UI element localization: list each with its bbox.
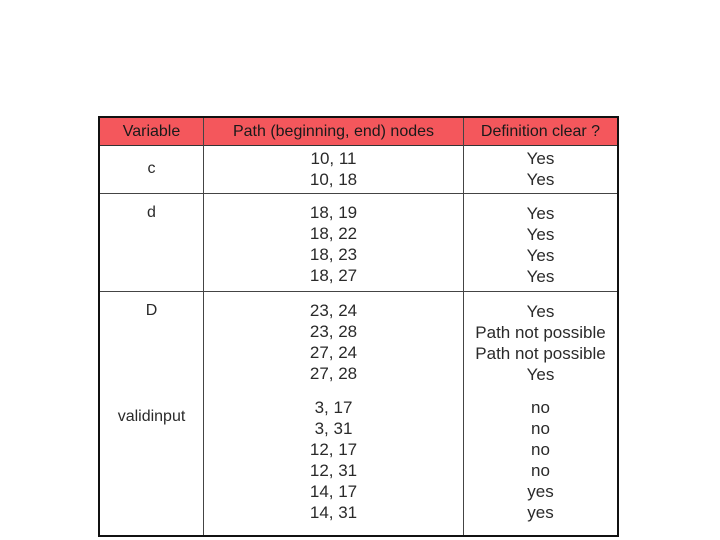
variable-cell: D (145, 302, 158, 319)
path-value: 27, 24 (309, 343, 358, 362)
clear-cell (464, 148, 617, 190)
clear-value: no (531, 440, 550, 459)
clear-cell (464, 203, 617, 287)
clear-value: Yes (526, 170, 555, 189)
variable-cell: validinput (117, 408, 186, 425)
path-value: 10, 18 (309, 170, 358, 189)
path-value: 14, 31 (309, 503, 358, 522)
variable-cell: c (147, 160, 156, 177)
clear-value: yes (527, 482, 554, 501)
path-value: 3, 31 (314, 419, 353, 438)
path-value: 10, 11 (310, 149, 357, 168)
paths-cell (204, 202, 463, 286)
def-use-table (98, 116, 619, 537)
clear-value: yes (527, 503, 554, 522)
clear-cell (464, 397, 617, 523)
paths-cell (204, 148, 463, 190)
paths-cell (204, 300, 463, 384)
clear-value: Yes (526, 225, 555, 244)
table-header (100, 118, 617, 146)
clear-value: Yes (526, 246, 555, 265)
path-value: 18, 19 (309, 203, 358, 222)
header-variable: Variable (122, 123, 181, 140)
clear-value: no (531, 419, 550, 438)
path-value: 14, 17 (309, 482, 358, 501)
clear-value: Yes (526, 149, 555, 168)
path-value: 18, 22 (309, 224, 358, 243)
path-value: 27, 28 (309, 364, 358, 383)
clear-value: Yes (526, 204, 555, 223)
clear-value: Path not possible (475, 323, 606, 342)
path-value: 23, 28 (309, 322, 358, 341)
clear-value: Path not possible (475, 344, 606, 363)
header-path: Path (beginning, end) nodes (232, 123, 435, 140)
clear-value: Yes (526, 267, 555, 286)
clear-value: no (531, 398, 550, 417)
clear-value: Yes (526, 365, 555, 384)
header-definition-clear: Definition clear ? (480, 123, 601, 140)
path-value: 18, 27 (309, 266, 358, 285)
path-value: 3, 17 (314, 398, 353, 417)
path-value: 18, 23 (309, 245, 358, 264)
clear-cell (464, 301, 617, 385)
path-value: 12, 31 (309, 461, 358, 480)
paths-cell (204, 397, 463, 523)
clear-value: Yes (526, 302, 555, 321)
variable-cell: d (147, 204, 156, 221)
row-divider (100, 291, 617, 292)
path-value: 23, 24 (309, 301, 358, 320)
clear-value: no (531, 461, 550, 480)
row-divider (100, 193, 617, 194)
path-value: 12, 17 (309, 440, 358, 459)
